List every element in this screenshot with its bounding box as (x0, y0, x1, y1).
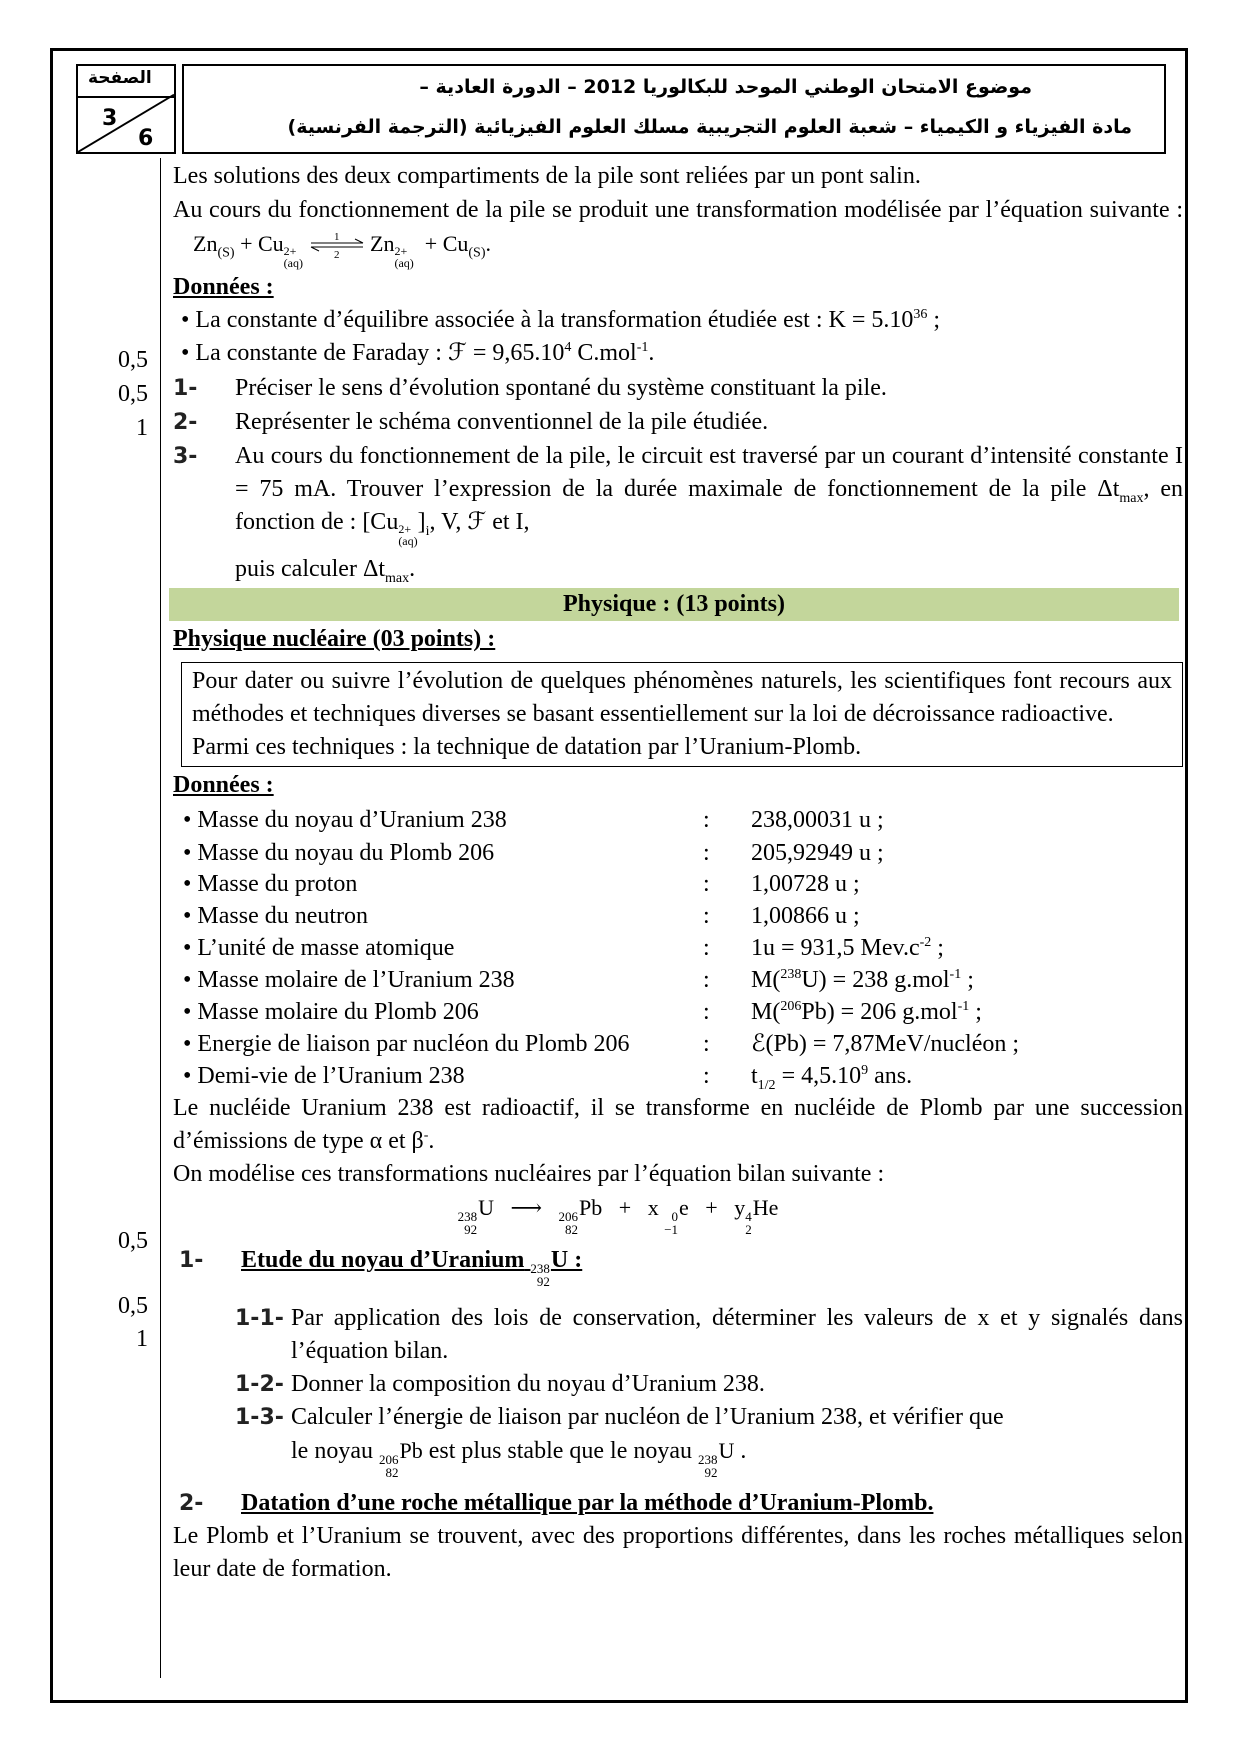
header-line-2: مادة الفيزياء و الكيمياء – شعبة العلوم التجريبية مسلك العلوم الفيزيائية (الترجمة الفرنسية) (287, 116, 1132, 138)
mark-q11: 0,5 (118, 1228, 148, 1254)
equation-intro: On modélise ces transformations nucléaires par l’équation bilan suivante : (173, 1161, 885, 1187)
mark-q1: 0,5 (118, 347, 148, 373)
chem-donnees-title: Données : (173, 274, 274, 300)
header-line-1: موضوع الامتحان الوطني الموحد للبكالوريا 2012 – الدورة العادية – (419, 76, 1032, 98)
chem-equation: $Zn_{(S)} + Cu$ 2+ (aq) 1 2 Zn 2+ (aq) + $Cu_{(S)}$. (193, 231, 491, 270)
intro-text-1: Pour dater ou suivre l’évolution de quelques phénomènes naturels, les scientifiques font recours aux méthodes et techniques diverses se basant essentiellement sur la loi de décroissance radioactive. (192, 668, 1172, 727)
equilibrium-arrow-icon (309, 231, 365, 259)
mark-q3: 1 (136, 415, 148, 441)
nuclear-subtitle: Physique nucléaire (03 points) : (173, 626, 496, 652)
question-1-1: 1-1- Par application des lois de conservation, déterminer les valeurs de x et y signalés dans l’équation bilan. (235, 1305, 1183, 1364)
chem-p1: Les solutions des deux compartiments de la pile sont reliées par un pont salin. (173, 163, 921, 189)
page-content (173, 160, 1183, 1586)
nuclear-equation: 238 92 U ⟶ 206 82 Pb + x 0 −1 e + y 4 2 He (457, 1195, 779, 1237)
rock-text: Le Plomb et l’Uranium se trouvent, avec des proportions différentes, dans les roches métalliques selon leur date de formation. (173, 1523, 1183, 1582)
physics-section-title: Physique : (13 points) (169, 588, 1179, 621)
data-row: • Masse du proton : 1,00728 u ; (183, 871, 860, 897)
data-row: • Energie de liaison par nucléon du Plomb 206 : ℰ(Pb) = 7,87MeV/nucléon ; (183, 1031, 1020, 1057)
data-table (183, 802, 1019, 1092)
intro-text-2: Parmi ces techniques : la technique de datation par l’Uranium-Plomb. (192, 734, 862, 760)
uranium-text: Le nucléide Uranium 238 est radioactif, il se transforme en nucléide de Plomb par une succession d’émissions de type α et β-. (173, 1095, 1183, 1154)
intro-box (181, 662, 1183, 767)
data-row: • Masse molaire de l’Uranium 238 : M($^{238}$U) = 238 g.mol$^{-1}$ ; (183, 967, 974, 993)
page-number: 3 (102, 106, 118, 131)
mark-q13: 1 (136, 1326, 148, 1352)
page-label: الصفحة (88, 68, 152, 88)
data-row: • Masse molaire du Plomb 206 : M($^{206}$Pb) = 206 g.mol$^{-1}$ ; (183, 999, 982, 1025)
chem-question-2: 2- Représenter le schéma conventionnel de la pile étudiée. (173, 409, 769, 435)
section-1: 1- Etude du noyau d’Uranium 238 92 U : (179, 1247, 583, 1289)
data-row: • Masse du noyau du Plomb 206 : 205,92949 u ; (183, 840, 884, 866)
data-row: • Masse du neutron : 1,00866 u ; (183, 903, 860, 929)
page-total: 6 (138, 126, 154, 151)
page-number-box (76, 64, 176, 154)
chem-p2: Au cours du fonctionnement de la pile se produit une transformation modélisée par l’équation suivante : $Zn_{(S)} + Cu$ 2+ (aq) 1 2 Zn 2+ (aq) + $Cu_{(S)}$. (173, 197, 1183, 270)
question-1-3: 1-3- Calculer l’énergie de liaison par nucléon de l’Uranium 238, et vérifier que le noyau 206 82 Pb est plus stable que le noyau 238 92 U . (235, 1404, 1004, 1480)
phys-donnees-title: Données : (173, 772, 274, 798)
data-row: • Masse du noyau d’Uranium 238 : 238,00031 u ; (183, 807, 884, 833)
question-1-2: 1-2- Donner la composition du noyau d’Uranium 238. (235, 1371, 765, 1397)
mark-q12: 0,5 (118, 1293, 148, 1319)
svg-text:2: 2 (333, 249, 339, 259)
chem-question-3: 3- Au cours du fonctionnement de la pile, le circuit est traversé par un courant d’intensité constante I = 75 mA. Trouver l’expression de la durée maximale de fonctionnement de la pile $\Delta t_{max}$, en fonction de : [Cu 2+ (aq) ]$_i$, V, ℱ et I, puis calculer $\Delta t_{max}$. (173, 443, 1183, 586)
margin-line (160, 158, 161, 1678)
mark-q2: 0,5 (118, 381, 148, 407)
exam-header (182, 64, 1166, 154)
chem-question-1: 1- Préciser le sens d’évolution spontané du système constituant la pile. (173, 375, 887, 401)
svg-text:1: 1 (333, 231, 339, 243)
chem-data-2: • La constante de Faraday : ℱ = $9,65.10^4$ C.mol$^{-1}$. (181, 340, 655, 366)
data-row: • L’unité de masse atomique : 1u = 931,5 $Mev.c^{-2}$ ; (183, 935, 944, 961)
chem-data-1: • La constante d’équilibre associée à la transformation étudiée est : $K = 5.10^{36}$ ; (181, 307, 941, 333)
data-row: • Demi-vie de l’Uranium 238 : $t_{1/2} = 4,5.10^9$ ans. (183, 1063, 913, 1093)
concentration-bracket: [Cu 2+ (aq) ]$_i$ (362, 509, 430, 548)
section-2: 2- Datation d’une roche métallique par la méthode d’Uranium-Plomb. (179, 1490, 934, 1516)
